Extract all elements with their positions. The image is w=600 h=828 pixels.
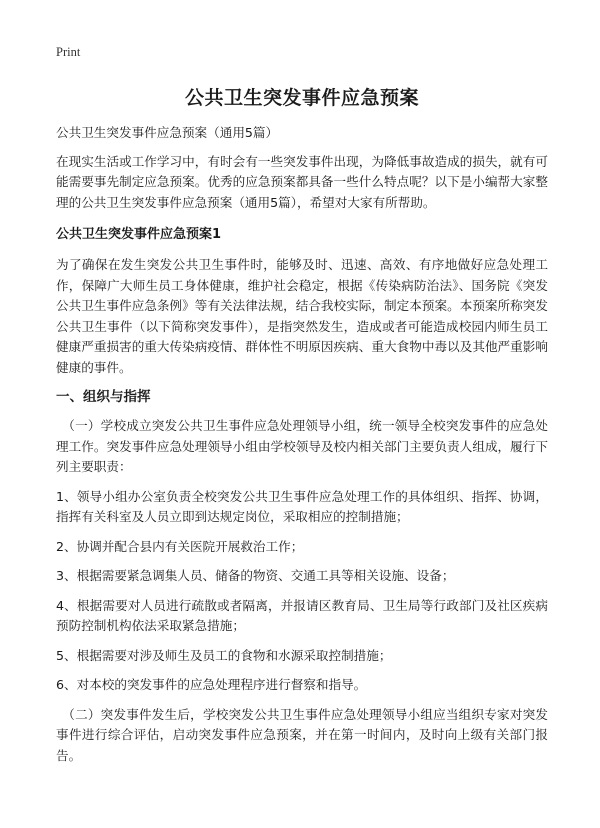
organization-heading: 一、组织与指挥	[56, 389, 151, 405]
duty-item-4: 4、根据需要对人员进行疏散或者隔离，并报请区教育局、卫生局等行政部门及社区疾病预防控制机构依法采取紧急措施；	[56, 597, 548, 633]
intro-paragraph: 在现实生活或工作学习中，有时会有一些突发事件出现，为降低事故造成的损失，就有可能需要事先制定应急预案。优秀的应急预案都具备一些什么特点呢？以下是小编帮大家整理的公共卫生突发事件应急预案（通用5篇），希望对大家有所帮助。	[56, 153, 548, 210]
print-label[interactable]: Print	[56, 45, 81, 59]
document-title: 公共卫生突发事件应急预案	[184, 87, 419, 109]
duty-item-6: 6、对本校的突发事件的应急处理程序进行督察和指导。	[56, 677, 367, 692]
duty-item-1: 1、领导小组办公室负责全校突发公共卫生事件应急处理工作的具体组织、指挥、协调，指挥有关科室及人员立即到达规定岗位，采取相应的控制措施；	[56, 488, 548, 524]
section-1-paragraph: 为了确保在发生突发公共卫生事件时，能够及时、迅速、高效、有序地做好应急处理工作，保障广大师生员工身体健康，维护社会稳定，根据《传染病防治法》、国务院《突发公共卫生事件应急条例》等有关法律法规，结合我校实际，制定本预案。本预案所称突发公共卫生事件（以下简称突发事件），是指突然发生，造成或者可能造成校园内师生员工健康严重损害的重大传染病疫情、群体性不明原因疾病、重大食物中毒以及其他严重影响健康的事件。	[56, 257, 548, 375]
section-1-heading: 公共卫生突发事件应急预案1	[56, 227, 222, 242]
organization-paragraph-2: （二）突发事件发生后，学校突发公共卫生事件应急处理领导小组应当组织专家对突发事件进行综合评估，启动突发事件应急预案，并在第一时间内，及时向上级有关部门报告。	[56, 706, 548, 763]
duty-item-5: 5、根据需要对涉及师生及员工的食物和水源采取控制措施；	[56, 647, 392, 663]
organization-paragraph-1: （一）学校成立突发公共卫生事件应急处理领导小组，统一领导全校突发事件的应急处理工作。突发事件应急处理领导小组由学校领导及校内相关部门主要负责人组成，履行下列主要职责：	[56, 418, 548, 474]
duty-item-3: 3、根据需要紧急调集人员、储备的物资、交通工具等相关设施、设备；	[56, 568, 455, 583]
duty-item-2: 2、协调并配合县内有关医院开展救治工作；	[56, 538, 304, 554]
document-subtitle: 公共卫生突发事件应急预案（通用5篇）	[56, 125, 279, 140]
